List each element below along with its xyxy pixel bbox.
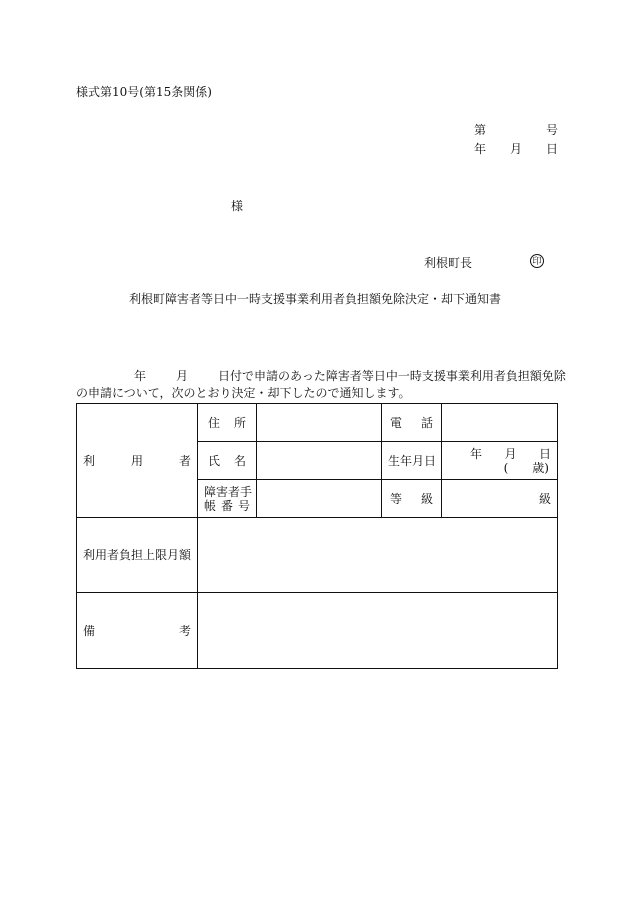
user-label-cell: 利 用 者: [77, 404, 198, 518]
address-value: [257, 404, 382, 442]
recipient-honorific: 様: [231, 199, 244, 213]
handbook-number-value: [257, 480, 382, 518]
user-info-table: [76, 403, 558, 669]
issue-day: 日: [545, 142, 558, 156]
seal-icon: 印: [530, 254, 544, 268]
name-label: 氏 名: [198, 442, 257, 480]
issue-year: 年: [474, 142, 487, 156]
body-line1-rest: 日付で申請のあった障害者等日中一時支援事業利用者負担額免除: [218, 369, 566, 383]
document-title: 利根町障害者等日中一時支援事業利用者負担額免除決定・却下通知書: [128, 292, 501, 306]
issue-date-line: [474, 142, 558, 156]
document-number-line: [474, 123, 558, 137]
address-label: 住 所: [198, 404, 257, 442]
issuer-title: 利根町長: [424, 256, 473, 270]
phone-value: [442, 404, 558, 442]
body-text-line-2: の申請について，次のとおり決定・却下したので通知します。: [76, 386, 411, 400]
grade-label: 等 級: [382, 480, 442, 518]
remarks-label: 備 考: [77, 593, 198, 669]
doc-no-prefix: 第: [474, 123, 487, 137]
form-number: 様式第10号(第15条関係): [76, 85, 212, 99]
phone-label: 電 話: [382, 404, 442, 442]
name-value: [257, 442, 382, 480]
issue-month: 月: [509, 142, 522, 156]
limit-amount-label: 利用者負担上限月額: [77, 518, 198, 593]
remarks-value: [198, 593, 558, 669]
body-year: 年: [134, 369, 147, 383]
limit-amount-value: [198, 518, 558, 593]
doc-no-suffix: 号: [545, 123, 558, 137]
body-month: 月: [176, 369, 189, 383]
handbook-number-label: 障害者手 帳 番 号: [198, 480, 257, 518]
body-text-line-1: [134, 369, 566, 383]
age-value: ( 歳): [503, 460, 549, 475]
grade-value: 級: [442, 480, 558, 518]
birthdate-value: 年 月 日 ( 歳): [442, 442, 558, 480]
birthdate-label: 生年月日: [382, 442, 442, 480]
